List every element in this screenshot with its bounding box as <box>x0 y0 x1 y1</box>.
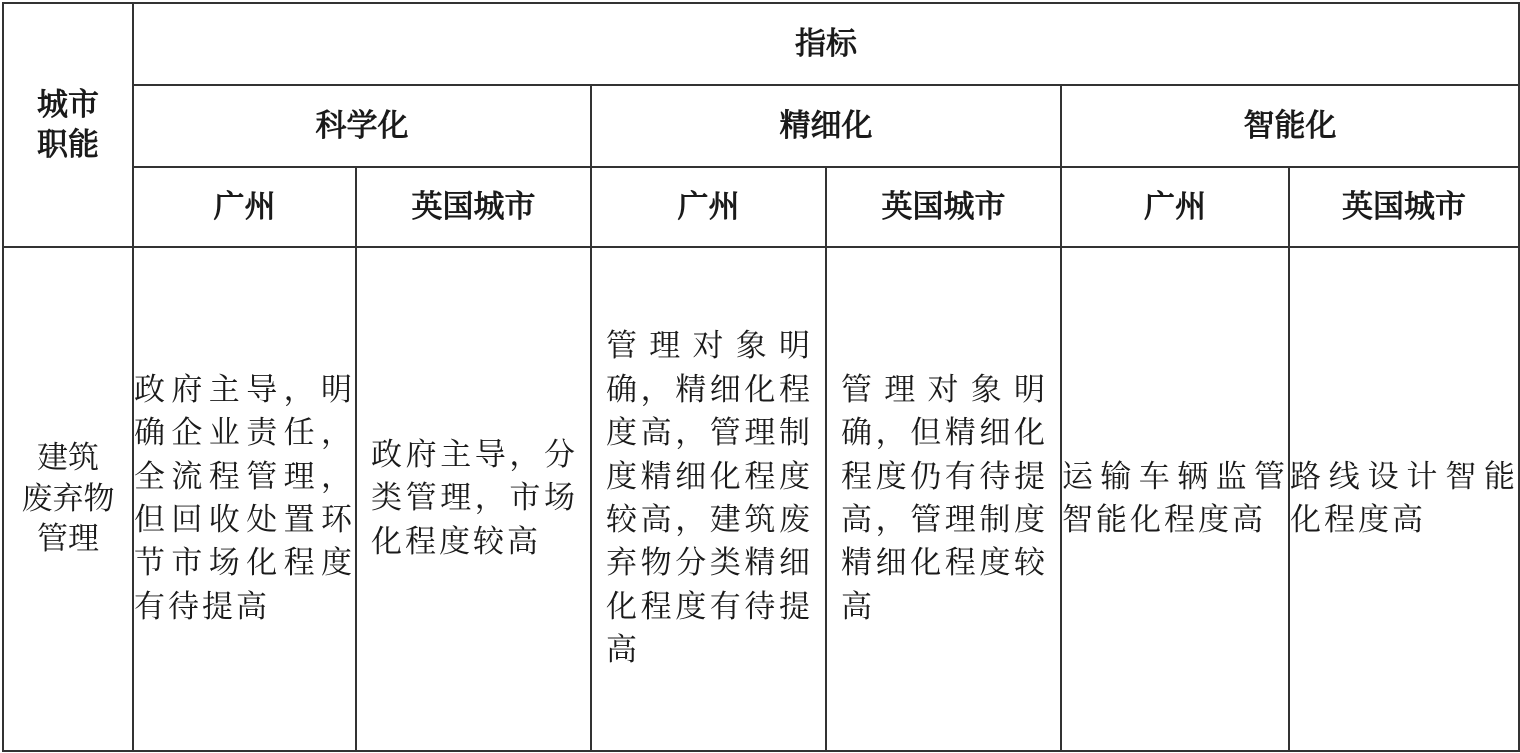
cell-intelligent-guangzhou: 运输车辆监管智能化程度高 <box>1061 247 1289 751</box>
cell-scientific-uk: 政府主导，分类管理，市场化程度较高 <box>356 247 591 751</box>
header-city-function <box>3 3 133 247</box>
header-guangzhou-2: 广州 <box>591 167 826 247</box>
header-group-intelligent: 智能化 <box>1061 85 1519 167</box>
comparison-table <box>2 2 1520 752</box>
header-guangzhou-1: 广州 <box>133 167 356 247</box>
header-group-scientific: 科学化 <box>133 85 591 167</box>
cell-refined-guangzhou: 管理对象明确，精细化程度高，管理制度精细化程度较高，建筑废弃物分类精细化程度有待提高 <box>591 247 826 751</box>
cell-refined-uk: 管理对象明确，但精细化程度仍有待提高，管理制度精细化程度较高 <box>826 247 1061 751</box>
header-uk-cities-1: 英国城市 <box>356 167 591 247</box>
cell-scientific-guangzhou: 政府主导，明确企业责任，全流程管理，但回收处置环节市场化程度有待提高 <box>133 247 356 751</box>
row-label-text: 建筑 废弃物 管理 <box>21 439 115 558</box>
header-group-refined: 精细化 <box>591 85 1061 167</box>
row-label-construction-waste <box>3 247 133 751</box>
header-indicator: 指标 <box>133 3 1519 85</box>
header-city-function-text: 城市 职能 <box>37 86 99 163</box>
cell-intelligent-uk: 路线设计智能化程度高 <box>1289 247 1519 751</box>
header-uk-cities-2: 英国城市 <box>826 167 1061 247</box>
header-guangzhou-3: 广州 <box>1061 167 1289 247</box>
header-uk-cities-3: 英国城市 <box>1289 167 1519 247</box>
